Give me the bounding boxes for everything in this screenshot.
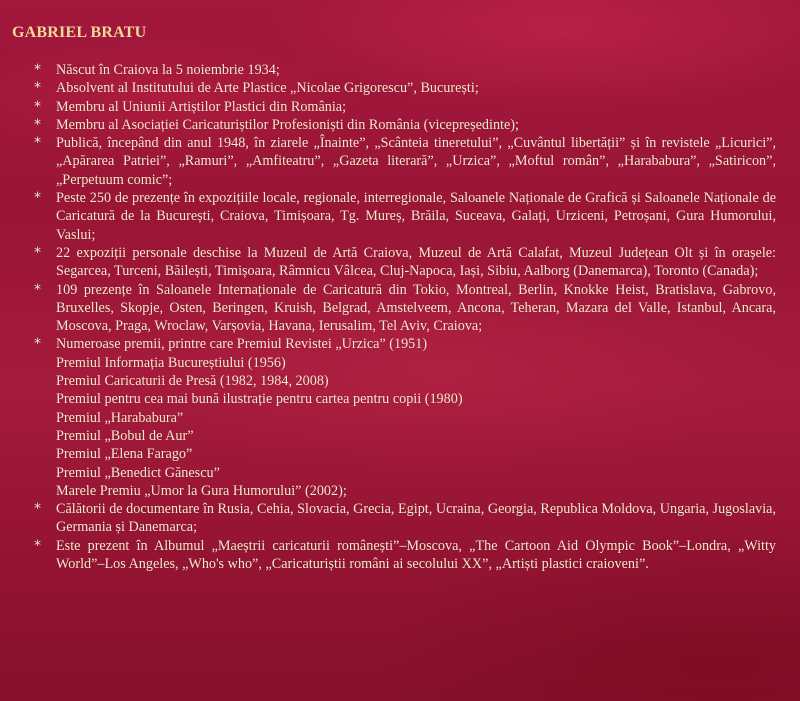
list-item-text: Publică, începând din anul 1948, în ziarele „Înainte”, „Scânteia tineretului”, „Cuvântul libertății” și în revistele „Licurici”, „Apărarea Patriei”, „Ramuri”, „Amfiteatru”, „Gazeta literară”, „Urzica”, „Moftul român”, „Harababura”, „Satiricon”, „Perpetuum comic”; <box>56 135 776 188</box>
list-item-text: Absolvent al Institutului de Arte Plastice „Nicolae Grigorescu”, București; <box>56 80 479 97</box>
list-item-text: Peste 250 de prezențe în expozițiile locale, regionale, interregionale, Saloanele Naționale de Grafică și Saloanele Naționale de Caricatură de la București, Craiova, Timișoara, Tg. Mureș, Brăila, Suceava, Galați, Urziceni, Petroșani, Gura Humorului, Vaslui; <box>56 190 776 243</box>
award-line: Premiul „Elena Farago” <box>56 446 193 463</box>
bullet-icon: * <box>34 135 41 152</box>
bullet-icon: * <box>34 116 41 133</box>
bullet-icon: * <box>34 281 41 298</box>
bullet-icon: * <box>34 537 41 554</box>
list-item <box>36 189 776 244</box>
list-item <box>36 98 776 116</box>
list-item-text: Este prezent în Albumul „Maeștrii caricaturii românești”–Moscova, „The Cartoon Aid Olympic Book”–Londra, „Witty World”–Los Angeles, „Who's who”, „Caricaturiștii români ai secolului XX”, „Artiști plastici craioveni”. <box>56 537 776 573</box>
page-title: GABRIEL BRATU <box>12 24 147 41</box>
bullet-icon: * <box>34 190 41 207</box>
list-item <box>36 537 776 574</box>
award-line: Premiul Caricaturii de Presă (1982, 1984, 2008) <box>56 373 329 390</box>
award-line: Numeroase premii, printre care Premiul Revistei „Urzica” (1951) <box>56 336 428 353</box>
bullet-icon: * <box>34 62 41 78</box>
list-item-text: Membru al Uniunii Artiștilor Plastici din România; <box>56 98 347 115</box>
list-item-text: Născut în Craiova la 5 noiembrie 1934; <box>56 62 280 78</box>
list-item <box>36 116 776 134</box>
bullet-icon: * <box>34 244 41 261</box>
list-item <box>36 134 776 189</box>
list-item-awards <box>36 335 776 500</box>
list-item-text: Membru al Asociației Caricaturiștilor Profesioniști din România (vicepreședinte); <box>56 116 519 133</box>
bullet-icon: * <box>34 501 41 518</box>
list-item <box>36 61 776 79</box>
award-line: Premiul „Benedict Gănescu” <box>56 464 220 481</box>
list-item <box>36 244 776 281</box>
award-line: Premiul pentru cea mai bună ilustrație pentru cartea pentru copii (1980) <box>56 391 463 408</box>
award-line: Premiul Informația Bucureștiului (1956) <box>56 354 286 371</box>
award-line: Marele Premiu „Umor la Gura Humorului” (2002); <box>56 482 347 499</box>
award-line: Premiul „Harababura” <box>56 409 184 426</box>
list-item-text: Călătorii de documentare în Rusia, Cehia, Slovacia, Grecia, Egipt, Ucraina, Georgia, Republica Moldova, Ungaria, Jugoslavia, Germania și Danemarca; <box>56 501 776 536</box>
list-item-text: 109 prezențe în Saloanele Internaționale de Caricatură din Tokio, Montreal, Berlin, Knokke Heist, Bratislava, Gabrovo, Bruxelles, Skopje, Osten, Beringen, Kruish, Belgrad, Amstelveem, Ancona, Teheran, Mazara del Valle, Istanbul, Ancara, Moscova, Praga, Wroclaw, Varșovia, Havana, Ierusalim, Tel Aviv, Craiova; <box>56 281 776 335</box>
list-item-text: 22 expoziții personale deschise la Muzeul de Artă Craiova, Muzeul de Artă Calafat, Muzeul Județean Olt și în orașele: Segarcea, Turceni, Băilești, Timișoara, Râmnicu Vâlcea, Cluj-Napoca, Iași, Sibiu, Aalborg (Danemarca), Toronto (Canada); <box>56 244 776 280</box>
bullet-icon: * <box>34 98 41 115</box>
bullet-icon: * <box>34 80 41 97</box>
bullet-icon: * <box>34 336 41 353</box>
award-line: Premiul „Bobul de Aur” <box>56 427 194 444</box>
list-item <box>36 79 776 97</box>
biography-list <box>36 61 776 573</box>
list-item <box>36 500 776 537</box>
list-item <box>36 281 776 336</box>
